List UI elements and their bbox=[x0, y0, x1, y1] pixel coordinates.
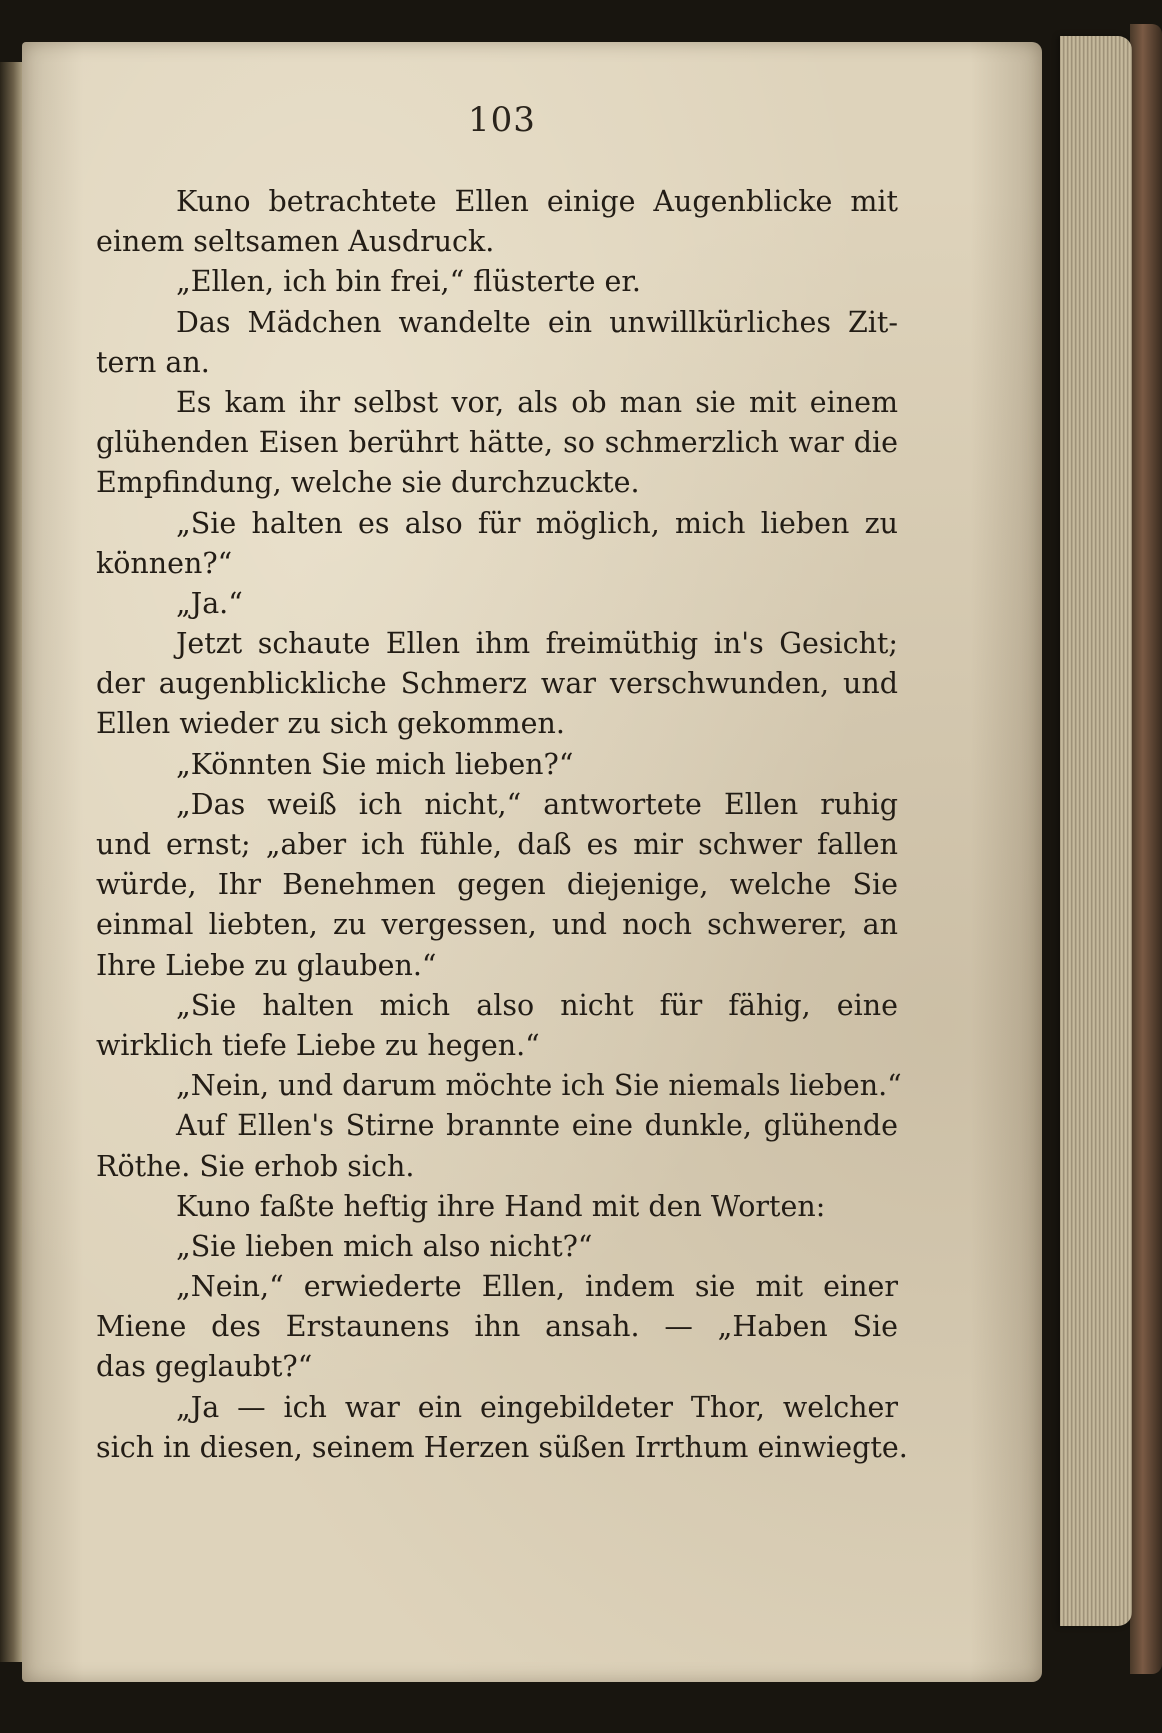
text-line: wirklich tiefe Liebe zu hegen.“ bbox=[96, 1028, 540, 1062]
text-line: tern an. bbox=[96, 345, 210, 379]
text-line: „Nein,“ erwiederte Ellen, indem sie mit einer bbox=[176, 1270, 898, 1304]
text-line: Kuno faßte heftig ihre Hand mit den Worten: bbox=[176, 1189, 826, 1223]
text-line: Ihre Liebe zu glauben.“ bbox=[96, 948, 437, 982]
text-line: einmal liebten, zu vergessen, und noch schwerer, an bbox=[96, 908, 898, 942]
text-line: Das Mädchen wandelte ein unwillkürliches Zit- bbox=[176, 305, 898, 339]
page-number: 103 bbox=[468, 100, 536, 140]
text-line: der augenblickliche Schmerz war verschwunden, und bbox=[96, 667, 898, 701]
text-line: Röthe. Sie erhob sich. bbox=[96, 1149, 415, 1183]
body-text bbox=[96, 182, 908, 1468]
page-block-edge bbox=[1060, 36, 1132, 1626]
text-line: „Ja.“ bbox=[176, 586, 243, 620]
text-line: glühenden Eisen berührt hätte, so schmerzlich war die bbox=[96, 426, 898, 460]
book-cover-edge bbox=[1130, 24, 1162, 1674]
text-line: „Ja — ich war ein eingebildeter Thor, welcher bbox=[176, 1390, 898, 1424]
text-line: und ernst; „aber ich fühle, daß es mir schwer fallen bbox=[96, 828, 898, 861]
text-line: können?“ bbox=[96, 546, 233, 580]
text-line: Kuno betrachtete Ellen einige Augenblicke mit bbox=[176, 185, 898, 218]
text-line: Empfindung, welche sie durchzuckte. bbox=[96, 466, 640, 500]
text-line: Ellen wieder zu sich gekommen. bbox=[96, 707, 565, 741]
text-line: einem seltsamen Ausdruck. bbox=[96, 225, 495, 259]
text-line: „Könnten Sie mich lieben?“ bbox=[176, 747, 574, 781]
text-line: würde, Ihr Benehmen gegen diejenige, welche Sie bbox=[96, 868, 898, 902]
text-line: Auf Ellen's Stirne brannte eine dunkle, glühende bbox=[176, 1109, 898, 1143]
text-line: sich in diesen, seinem Herzen süßen Irrthum einwiegte. bbox=[96, 1430, 908, 1464]
text-line: Jetzt schaute Ellen ihm freimüthig in's Gesicht; bbox=[176, 627, 898, 661]
text-line: „Sie lieben mich also nicht?“ bbox=[176, 1229, 593, 1263]
text-line: das geglaubt?“ bbox=[96, 1350, 313, 1384]
text-line: „Sie halten es also für möglich, mich lieben zu bbox=[176, 506, 898, 540]
text-line: „Sie halten mich also nicht für fähig, eine bbox=[176, 988, 898, 1022]
text-line: „Das weiß ich nicht,“ antwortete Ellen ruhig bbox=[176, 787, 898, 821]
text-line: „Ellen, ich bin frei,“ flüsterte er. bbox=[176, 265, 641, 299]
text-line: Miene des Erstaunens ihn ansah. — „Haben Sie bbox=[96, 1310, 898, 1344]
text-line: „Nein, und darum möchte ich Sie niemals lieben.“ bbox=[176, 1069, 902, 1103]
text-line: Es kam ihr selbst vor, als ob man sie mit einem bbox=[176, 385, 898, 419]
previous-page-edge bbox=[0, 62, 24, 1662]
